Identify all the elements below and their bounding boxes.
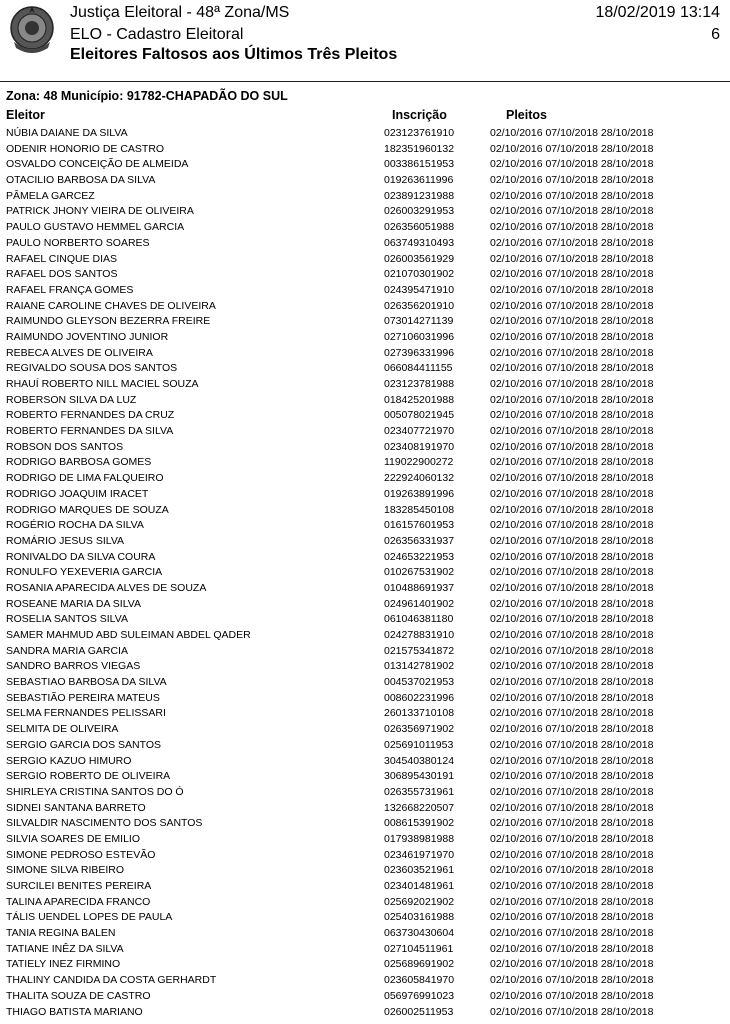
voter-name: PATRICK JHONY VIEIRA DE OLIVEIRA bbox=[6, 205, 194, 218]
page-number: 6 bbox=[711, 26, 720, 43]
table-row bbox=[0, 299, 730, 315]
voter-inscricao: 005078021945 bbox=[384, 409, 455, 422]
table-row bbox=[0, 173, 730, 189]
table-row bbox=[0, 283, 730, 299]
zona-municipio-line: Zona: 48 Município: 91782-CHAPADÃO DO SUL bbox=[6, 89, 288, 103]
voter-name: SERGIO ROBERTO DE OLIVEIRA bbox=[6, 770, 171, 783]
voter-inscricao: 023123781988 bbox=[384, 378, 455, 390]
voter-pleitos: 02/10/2016 07/10/2018 28/10/2018 bbox=[490, 723, 654, 736]
table-row bbox=[0, 644, 730, 660]
voter-pleitos: 02/10/2016 07/10/2018 28/10/2018 bbox=[490, 597, 654, 610]
report-title: Eleitores Faltosos aos Últimos Três Pleitos bbox=[70, 46, 398, 63]
voter-name: ROSANIA APARECIDA ALVES DE SOUZA bbox=[6, 581, 207, 594]
voter-name: PAULO GUSTAVO HEMMEL GARCIA bbox=[6, 221, 185, 234]
voter-name: SERGIO GARCIA DOS SANTOS bbox=[6, 738, 162, 751]
table-row bbox=[0, 252, 730, 268]
voter-pleitos: 02/10/2016 07/10/2018 28/10/2018 bbox=[490, 785, 654, 798]
voter-pleitos: 02/10/2016 07/10/2018 28/10/2018 bbox=[490, 801, 654, 814]
column-header-inscricao: Inscrição bbox=[392, 108, 447, 122]
table-row bbox=[0, 393, 730, 409]
table-row bbox=[0, 675, 730, 691]
voter-name: TANIA REGINA BALEN bbox=[6, 927, 116, 940]
voter-inscricao: 023408191970 bbox=[384, 440, 455, 453]
table-row bbox=[0, 848, 730, 864]
voter-name: RAFAEL CINQUE DIAS bbox=[6, 252, 118, 265]
table-row bbox=[0, 926, 730, 942]
voter-pleitos: 02/10/2016 07/10/2018 28/10/2018 bbox=[490, 942, 654, 955]
voter-inscricao: 010267531902 bbox=[384, 566, 455, 579]
voter-pleitos: 02/10/2016 07/10/2018 28/10/2018 bbox=[490, 974, 654, 987]
voter-inscricao: 063730430604 bbox=[384, 927, 455, 940]
voter-pleitos: 02/10/2016 07/10/2018 28/10/2018 bbox=[490, 770, 654, 783]
report-datetime: 18/02/2019 13:14 bbox=[595, 4, 720, 21]
voter-inscricao: 025403161988 bbox=[384, 911, 455, 924]
voter-inscricao: 073014271139 bbox=[384, 315, 454, 328]
voter-inscricao: 304540380124 bbox=[384, 754, 455, 767]
voter-inscricao: 024278831910 bbox=[384, 629, 455, 641]
table-row bbox=[0, 581, 730, 597]
voter-name: RODRIGO JOAQUIM IRACET bbox=[6, 487, 149, 500]
voter-inscricao: 004537021953 bbox=[384, 676, 455, 689]
table-row bbox=[0, 989, 730, 1005]
voter-pleitos: 02/10/2016 07/10/2018 28/10/2018 bbox=[490, 707, 654, 720]
voter-pleitos: 02/10/2016 07/10/2018 28/10/2018 bbox=[490, 174, 654, 187]
voter-name: RODRIGO DE LIMA FALQUEIRO bbox=[6, 472, 164, 485]
voter-name: ROSELIA SANTOS SILVA bbox=[6, 613, 128, 626]
voter-inscricao: 016157601953 bbox=[384, 519, 455, 532]
voter-inscricao: 026002511953 bbox=[384, 1005, 454, 1018]
voter-inscricao: 019263891996 bbox=[384, 487, 455, 500]
voter-inscricao: 023605841970 bbox=[384, 974, 455, 987]
voter-inscricao: 260133710108 bbox=[384, 707, 455, 720]
voter-name: TATIELY INEZ FIRMINO bbox=[6, 958, 121, 971]
voter-pleitos: 02/10/2016 07/10/2018 28/10/2018 bbox=[490, 660, 654, 673]
table-row bbox=[0, 706, 730, 722]
voter-name: SELMA FERNANDES PELISSARI bbox=[6, 707, 166, 720]
voter-pleitos: 02/10/2016 07/10/2018 28/10/2018 bbox=[490, 283, 654, 296]
voter-inscricao: 003386151953 bbox=[384, 158, 455, 171]
table-row bbox=[0, 942, 730, 958]
table-row bbox=[0, 471, 730, 487]
voter-pleitos: 02/10/2016 07/10/2018 28/10/2018 bbox=[490, 330, 654, 343]
voter-pleitos: 02/10/2016 07/10/2018 28/10/2018 bbox=[490, 378, 654, 390]
voter-inscricao: 024653221953 bbox=[384, 550, 455, 563]
voter-name: SEBASTIAO BARBOSA DA SILVA bbox=[6, 676, 167, 689]
voter-pleitos: 02/10/2016 07/10/2018 28/10/2018 bbox=[490, 393, 654, 406]
voter-pleitos: 02/10/2016 07/10/2018 28/10/2018 bbox=[490, 880, 654, 892]
voter-pleitos: 02/10/2016 07/10/2018 28/10/2018 bbox=[490, 958, 654, 971]
voter-inscricao: 056976991023 bbox=[384, 989, 455, 1002]
voter-name: SAMER MAHMUD ABD SULEIMAN ABDEL QADER bbox=[6, 629, 251, 641]
voter-inscricao: 026003561929 bbox=[384, 252, 455, 265]
voter-pleitos: 02/10/2016 07/10/2018 28/10/2018 bbox=[490, 817, 654, 830]
table-row bbox=[0, 550, 730, 566]
voter-name: ROBERTO FERNANDES DA SILVA bbox=[6, 425, 174, 438]
voter-inscricao: 025692021902 bbox=[384, 895, 455, 908]
voter-name: REGIVALDO SOUSA DOS SANTOS bbox=[6, 362, 178, 375]
voter-name: SURCILEI BENITES PEREIRA bbox=[6, 880, 152, 892]
voter-name: ROMÁRIO JESUS SILVA bbox=[6, 534, 125, 547]
table-row bbox=[0, 973, 730, 989]
voter-inscricao: 008615391902 bbox=[384, 817, 455, 830]
table-row bbox=[0, 769, 730, 785]
voter-pleitos: 02/10/2016 07/10/2018 28/10/2018 bbox=[490, 550, 654, 563]
voter-pleitos: 02/10/2016 07/10/2018 28/10/2018 bbox=[490, 158, 654, 171]
table-row bbox=[0, 487, 730, 503]
voter-pleitos: 02/10/2016 07/10/2018 28/10/2018 bbox=[490, 676, 654, 689]
table-row bbox=[0, 346, 730, 362]
voter-name: THALITA SOUZA DE CASTRO bbox=[6, 989, 151, 1002]
voter-inscricao: 017938981988 bbox=[384, 832, 455, 845]
voter-name: SANDRO BARROS VIEGAS bbox=[6, 660, 141, 673]
voter-name: RAFAEL DOS SANTOS bbox=[6, 268, 118, 281]
voter-name: RAIMUNDO GLEYSON BEZERRA FREIRE bbox=[6, 315, 211, 328]
voter-name: SERGIO KAZUO HIMURO bbox=[6, 754, 132, 767]
table-row bbox=[0, 314, 730, 330]
table-row bbox=[0, 910, 730, 926]
voter-pleitos: 02/10/2016 07/10/2018 28/10/2018 bbox=[490, 221, 654, 234]
voter-name: RAIANE CAROLINE CHAVES DE OLIVEIRA bbox=[6, 299, 216, 312]
voter-pleitos: 02/10/2016 07/10/2018 28/10/2018 bbox=[490, 236, 654, 249]
table-row bbox=[0, 597, 730, 613]
voter-inscricao: 021575341872 bbox=[384, 644, 455, 657]
voter-inscricao: 026356331937 bbox=[384, 534, 455, 547]
voter-pleitos: 02/10/2016 07/10/2018 28/10/2018 bbox=[490, 252, 654, 265]
table-row bbox=[0, 691, 730, 707]
table-row bbox=[0, 863, 730, 879]
voter-pleitos: 02/10/2016 07/10/2018 28/10/2018 bbox=[490, 472, 654, 485]
voter-inscricao: 026356201910 bbox=[384, 299, 455, 312]
table-row bbox=[0, 895, 730, 911]
voter-inscricao: 132668220507 bbox=[384, 801, 455, 814]
header-divider bbox=[0, 81, 730, 82]
table-row bbox=[0, 738, 730, 754]
table-row bbox=[0, 612, 730, 628]
voter-inscricao: 010488691937 bbox=[384, 581, 455, 594]
voter-pleitos: 02/10/2016 07/10/2018 28/10/2018 bbox=[490, 503, 654, 516]
table-row bbox=[0, 126, 730, 142]
voter-inscricao: 027396331996 bbox=[384, 346, 455, 359]
voter-inscricao: 023461971970 bbox=[384, 848, 455, 861]
voter-pleitos: 02/10/2016 07/10/2018 28/10/2018 bbox=[490, 644, 654, 657]
voter-name: SEBASTIÃO PEREIRA MATEUS bbox=[6, 691, 160, 704]
table-row bbox=[0, 879, 730, 895]
voter-name: ROBERSON SILVA DA LUZ bbox=[6, 393, 137, 406]
voter-inscricao: 023891231988 bbox=[384, 189, 455, 202]
voter-pleitos: 02/10/2016 07/10/2018 28/10/2018 bbox=[490, 205, 654, 218]
table-row bbox=[0, 455, 730, 471]
voter-name: OSVALDO CONCEIÇÃO DE ALMEIDA bbox=[6, 158, 189, 171]
voter-pleitos: 02/10/2016 07/10/2018 28/10/2018 bbox=[490, 927, 654, 940]
table-row bbox=[0, 142, 730, 158]
voter-inscricao: 027104511961 bbox=[384, 942, 454, 955]
voter-name: PAULO NORBERTO SOARES bbox=[6, 236, 150, 249]
table-row bbox=[0, 518, 730, 534]
table-row bbox=[0, 832, 730, 848]
voter-name: TÁLIS UENDEL LOPES DE PAULA bbox=[6, 911, 173, 924]
voter-name: RONULFO YEXEVERIA GARCIA bbox=[6, 566, 163, 579]
voter-name: RAIMUNDO JOVENTINO JUNIOR bbox=[6, 330, 169, 343]
voter-name: SILVIA SOARES DE EMILIO bbox=[6, 832, 141, 845]
table-row bbox=[0, 157, 730, 173]
table-row bbox=[0, 424, 730, 440]
voter-name: SHIRLEYA CRISTINA SANTOS DO Ó bbox=[6, 785, 184, 798]
table-row bbox=[0, 801, 730, 817]
voter-inscricao: 119022900272 bbox=[384, 456, 454, 469]
table-row bbox=[0, 722, 730, 738]
voter-name: THIAGO BATISTA MARIANO bbox=[6, 1005, 143, 1018]
voter-pleitos: 02/10/2016 07/10/2018 28/10/2018 bbox=[490, 346, 654, 359]
voter-inscricao: 008602231996 bbox=[384, 691, 455, 704]
table-row bbox=[0, 785, 730, 801]
report-header bbox=[0, 0, 730, 75]
voter-pleitos: 02/10/2016 07/10/2018 28/10/2018 bbox=[490, 127, 654, 139]
table-row bbox=[0, 377, 730, 393]
voter-pleitos: 02/10/2016 07/10/2018 28/10/2018 bbox=[490, 738, 654, 751]
table-row bbox=[0, 236, 730, 252]
voter-inscricao: 023603521961 bbox=[384, 864, 455, 877]
voter-inscricao: 066084411155 bbox=[384, 362, 453, 375]
system-name: ELO - Cadastro Eleitoral bbox=[70, 26, 244, 43]
table-row bbox=[0, 204, 730, 220]
voter-pleitos: 02/10/2016 07/10/2018 28/10/2018 bbox=[490, 911, 654, 924]
voter-name: SIMONE SILVA RIBEIRO bbox=[6, 864, 125, 877]
voter-name: ROGÉRIO ROCHA DA SILVA bbox=[6, 519, 144, 532]
voter-pleitos: 02/10/2016 07/10/2018 28/10/2018 bbox=[490, 1005, 654, 1018]
voter-inscricao: 026356971902 bbox=[384, 723, 455, 736]
voter-pleitos: 02/10/2016 07/10/2018 28/10/2018 bbox=[490, 409, 654, 422]
voter-inscricao: 027106031996 bbox=[384, 330, 455, 343]
voter-pleitos: 02/10/2016 07/10/2018 28/10/2018 bbox=[490, 989, 654, 1002]
table-row bbox=[0, 816, 730, 832]
voter-inscricao: 025689691902 bbox=[384, 958, 455, 971]
voter-pleitos: 02/10/2016 07/10/2018 28/10/2018 bbox=[490, 566, 654, 579]
table-row bbox=[0, 565, 730, 581]
voter-inscricao: 019263611996 bbox=[384, 174, 454, 187]
voter-pleitos: 02/10/2016 07/10/2018 28/10/2018 bbox=[490, 362, 654, 375]
voter-inscricao: 306895430191 bbox=[384, 770, 455, 783]
court-name: Justiça Eleitoral - 48ª Zona/MS bbox=[70, 4, 290, 21]
voter-name: SIDNEI SANTANA BARRETO bbox=[6, 801, 146, 814]
voter-inscricao: 025691011953 bbox=[384, 738, 454, 751]
voter-name: TATIANE INÊZ DA SILVA bbox=[6, 942, 124, 955]
voter-inscricao: 183285450108 bbox=[384, 503, 455, 516]
voter-inscricao: 023407721970 bbox=[384, 425, 455, 438]
table-row bbox=[0, 408, 730, 424]
voter-pleitos: 02/10/2016 07/10/2018 28/10/2018 bbox=[490, 629, 654, 641]
voter-pleitos: 02/10/2016 07/10/2018 28/10/2018 bbox=[490, 189, 654, 202]
voter-inscricao: 013142781902 bbox=[384, 660, 455, 673]
voter-name: ODENIR HONORIO DE CASTRO bbox=[6, 142, 165, 155]
table-row bbox=[0, 659, 730, 675]
voter-inscricao: 063749310493 bbox=[384, 236, 455, 249]
voter-name: SANDRA MARIA GARCIA bbox=[6, 644, 128, 657]
voter-name: RONIVALDO DA SILVA COURA bbox=[6, 550, 156, 563]
table-row bbox=[0, 534, 730, 550]
voter-pleitos: 02/10/2016 07/10/2018 28/10/2018 bbox=[490, 425, 654, 438]
voter-pleitos: 02/10/2016 07/10/2018 28/10/2018 bbox=[490, 754, 654, 767]
voter-inscricao: 222924060132 bbox=[384, 472, 455, 485]
voter-name: ROBERTO FERNANDES DA CRUZ bbox=[6, 409, 175, 422]
voter-inscricao: 026355731961 bbox=[384, 785, 455, 798]
voter-name: OTACILIO BARBOSA DA SILVA bbox=[6, 174, 156, 187]
voter-name: SIMONE PEDROSO ESTEVÃO bbox=[6, 848, 156, 861]
table-row bbox=[0, 189, 730, 205]
column-header-eleitor: Eleitor bbox=[6, 108, 45, 122]
voter-pleitos: 02/10/2016 07/10/2018 28/10/2018 bbox=[490, 895, 654, 908]
table-row bbox=[0, 628, 730, 644]
voter-name: RHAUÍ ROBERTO NILL MACIEL SOUZA bbox=[6, 378, 199, 390]
voter-name: NÚBIA DAIANE DA SILVA bbox=[6, 127, 128, 139]
voter-inscricao: 026356051988 bbox=[384, 221, 455, 234]
voter-inscricao: 018425201988 bbox=[384, 393, 455, 406]
voter-name: THALINY CANDIDA DA COSTA GERHARDT bbox=[6, 974, 217, 987]
table-row bbox=[0, 957, 730, 973]
table-row bbox=[0, 754, 730, 770]
voter-pleitos: 02/10/2016 07/10/2018 28/10/2018 bbox=[490, 691, 654, 704]
voter-name: SELMITA DE OLIVEIRA bbox=[6, 723, 119, 736]
voter-inscricao: 023123761910 bbox=[384, 127, 455, 139]
voter-name: REBECA ALVES DE OLIVEIRA bbox=[6, 346, 153, 359]
voter-name: RAFAEL FRANÇA GOMES bbox=[6, 283, 134, 296]
column-header-pleitos: Pleitos bbox=[506, 108, 547, 122]
voter-inscricao: 182351960132 bbox=[384, 142, 455, 155]
voter-pleitos: 02/10/2016 07/10/2018 28/10/2018 bbox=[490, 519, 654, 532]
voter-name: RODRIGO MARQUES DE SOUZA bbox=[6, 503, 169, 516]
voter-name: TALINA APARECIDA FRANCO bbox=[6, 895, 151, 908]
voter-name: PÂMELA GARCEZ bbox=[6, 189, 95, 202]
table-row bbox=[0, 220, 730, 236]
table-row bbox=[0, 361, 730, 377]
voter-name: SILVALDIR NASCIMENTO DOS SANTOS bbox=[6, 817, 203, 830]
voter-name: RODRIGO BARBOSA GOMES bbox=[6, 456, 152, 469]
voter-pleitos: 02/10/2016 07/10/2018 28/10/2018 bbox=[490, 142, 654, 155]
table-row bbox=[0, 440, 730, 456]
voter-pleitos: 02/10/2016 07/10/2018 28/10/2018 bbox=[490, 864, 654, 877]
voter-pleitos: 02/10/2016 07/10/2018 28/10/2018 bbox=[490, 299, 654, 312]
table-row bbox=[0, 267, 730, 283]
voter-table bbox=[0, 126, 730, 1020]
voter-pleitos: 02/10/2016 07/10/2018 28/10/2018 bbox=[490, 315, 654, 328]
voter-pleitos: 02/10/2016 07/10/2018 28/10/2018 bbox=[490, 832, 654, 845]
voter-name: ROSEANE MARIA DA SILVA bbox=[6, 597, 141, 610]
voter-pleitos: 02/10/2016 07/10/2018 28/10/2018 bbox=[490, 848, 654, 861]
voter-inscricao: 023401481961 bbox=[384, 880, 455, 892]
voter-pleitos: 02/10/2016 07/10/2018 28/10/2018 bbox=[490, 440, 654, 453]
voter-pleitos: 02/10/2016 07/10/2018 28/10/2018 bbox=[490, 581, 654, 594]
voter-pleitos: 02/10/2016 07/10/2018 28/10/2018 bbox=[490, 268, 654, 281]
table-row bbox=[0, 503, 730, 519]
voter-inscricao: 024395471910 bbox=[384, 283, 455, 296]
voter-inscricao: 061046381180 bbox=[384, 613, 454, 626]
table-row bbox=[0, 1005, 730, 1021]
voter-name: ROBSON DOS SANTOS bbox=[6, 440, 124, 453]
voter-inscricao: 024961401902 bbox=[384, 597, 455, 610]
voter-pleitos: 02/10/2016 07/10/2018 28/10/2018 bbox=[490, 487, 654, 500]
table-row bbox=[0, 330, 730, 346]
coat-of-arms-icon bbox=[8, 4, 56, 54]
voter-pleitos: 02/10/2016 07/10/2018 28/10/2018 bbox=[490, 534, 654, 547]
voter-inscricao: 021070301902 bbox=[384, 268, 455, 281]
voter-inscricao: 026003291953 bbox=[384, 205, 455, 218]
voter-pleitos: 02/10/2016 07/10/2018 28/10/2018 bbox=[490, 613, 654, 626]
voter-pleitos: 02/10/2016 07/10/2018 28/10/2018 bbox=[490, 456, 654, 469]
